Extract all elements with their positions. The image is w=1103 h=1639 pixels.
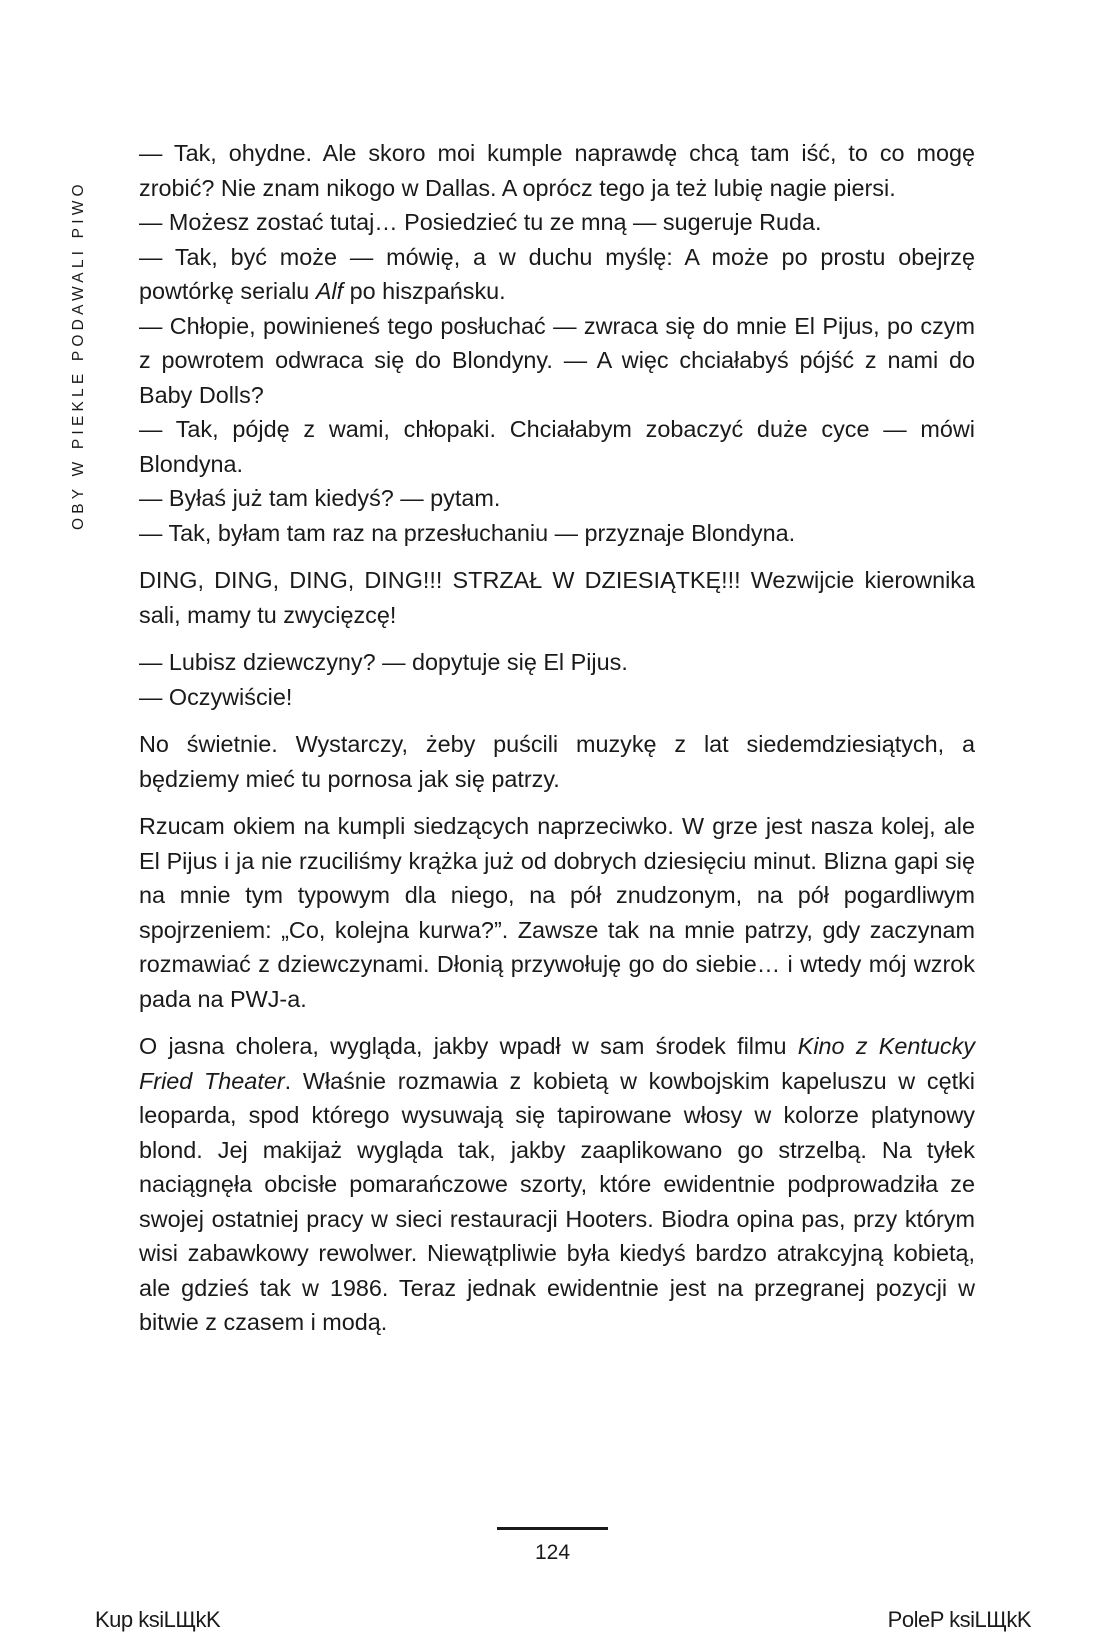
page-number: 124 bbox=[534, 1541, 571, 1564]
page-number-rule bbox=[497, 1527, 608, 1530]
paragraph: — Byłaś już tam kiedyś? — pytam. bbox=[139, 485, 501, 511]
paragraph: No świetnie. Wystarczy, żeby puścili muzykę z lat siedemdziesiątych, a będziemy mieć tu pornosa jak się patrzy. bbox=[139, 731, 975, 792]
paragraph: DING, DING, DING, DING!!! STRZAŁ W DZIESIĄTKĘ!!! Wezwijcie kierownika sali, mamy tu zwycięzcę! bbox=[139, 567, 975, 628]
paragraph bbox=[139, 240, 975, 309]
paragraph: — Tak, ohydne. Ale skoro moi kumple naprawdę chcą tam iść, to co mogę zrobić? Nie znam nikogo w Dallas. A oprócz tego ja też lubię nagie piersi. bbox=[139, 140, 975, 201]
paragraph: — Tak, byłam tam raz na przesłuchaniu — przyznaje Blondyna. bbox=[139, 519, 796, 546]
footer-buy-link[interactable]: Kup ksiLЩkK bbox=[95, 1607, 221, 1632]
paragraph: — Oczywiście! bbox=[139, 683, 293, 710]
paragraph-text: po hiszpańsku. bbox=[343, 278, 506, 304]
paragraph-text: . Właśnie rozmawia z kobietą w kowbojskim kapeluszu w cętki leoparda, spod którego wysuwają się tapirowane włosy w kolorze platynowy blond. Jej makijaż wygląda tak, jakby zaaplikowano go strzelbą. Na tyłek naciągnęła obcisłe pomarańczowe szorty, które ewidentnie podprowadziła ze swojej ostatniej pracy w sieci restauracji Hooters. Biodra opina pas, przy którym wisi zabawkowy rewolwer. Niewątpliwie była kiedyś bardzo atrakcyjną kobietą, ale gdzieś tak w 1986. Teraz jednak ewidentnie jest na przegranej pozycji w bitwie z czasem i modą. bbox=[139, 1067, 975, 1335]
paragraph: — Możesz zostać tutaj… Posiedzieć tu ze mną — sugeruje Ruda. bbox=[139, 209, 822, 235]
paragraph: — Tak, pójdę z wami, chłopaki. Chciałabym zobaczyć duże cyce — mówi Blondyna. bbox=[139, 416, 975, 477]
paragraph: — Lubisz dziewczyny? — dopytuje się El Pijus. bbox=[139, 649, 628, 675]
paragraph-text: O jasna cholera, wygląda, jakby wpadł w sam środek filmu bbox=[139, 1033, 787, 1059]
paragraph bbox=[139, 1029, 975, 1340]
italic-title: Alf bbox=[315, 278, 344, 304]
running-head: OBY W PIEKLE PODAWALI PIWO bbox=[70, 180, 87, 530]
italic-title: Kino z Kentucky Fried Theater bbox=[139, 1033, 975, 1094]
page-body bbox=[139, 136, 975, 1340]
footer-recommend-link[interactable]: PoleP ksiLЩkK bbox=[887, 1607, 1031, 1632]
paragraph: — Chłopie, powinieneś tego posłuchać — zwraca się do mnie El Pijus, po czym z powrotem odwraca się do Blondyny. — A więc chciałabyś pójść z nami do Baby Dolls? bbox=[139, 312, 975, 408]
paragraph: Rzucam okiem na kumpli siedzących naprzeciwko. W grze jest nasza kolej, ale El Pijus i ja nie rzuciliśmy krążka już od dobrych dziesięciu minut. Blizna gapi się na mnie tym typowym dla niego, na pół znudzonym, na pół pogardliwym spojrzeniem: „Co, kolejna kurwa?”. Zawsze tak na mnie patrzy, gdy zaczynam rozmawiać z dziewczynami. Dłonią przywołuję go do siebie… i wtedy mój wzrok pada na PWJ-a. bbox=[139, 813, 975, 1012]
paragraph-text: — Tak, być może — mówię, a w duchu myślę: A może po prostu obejrzę powtórkę serialu bbox=[139, 243, 975, 304]
